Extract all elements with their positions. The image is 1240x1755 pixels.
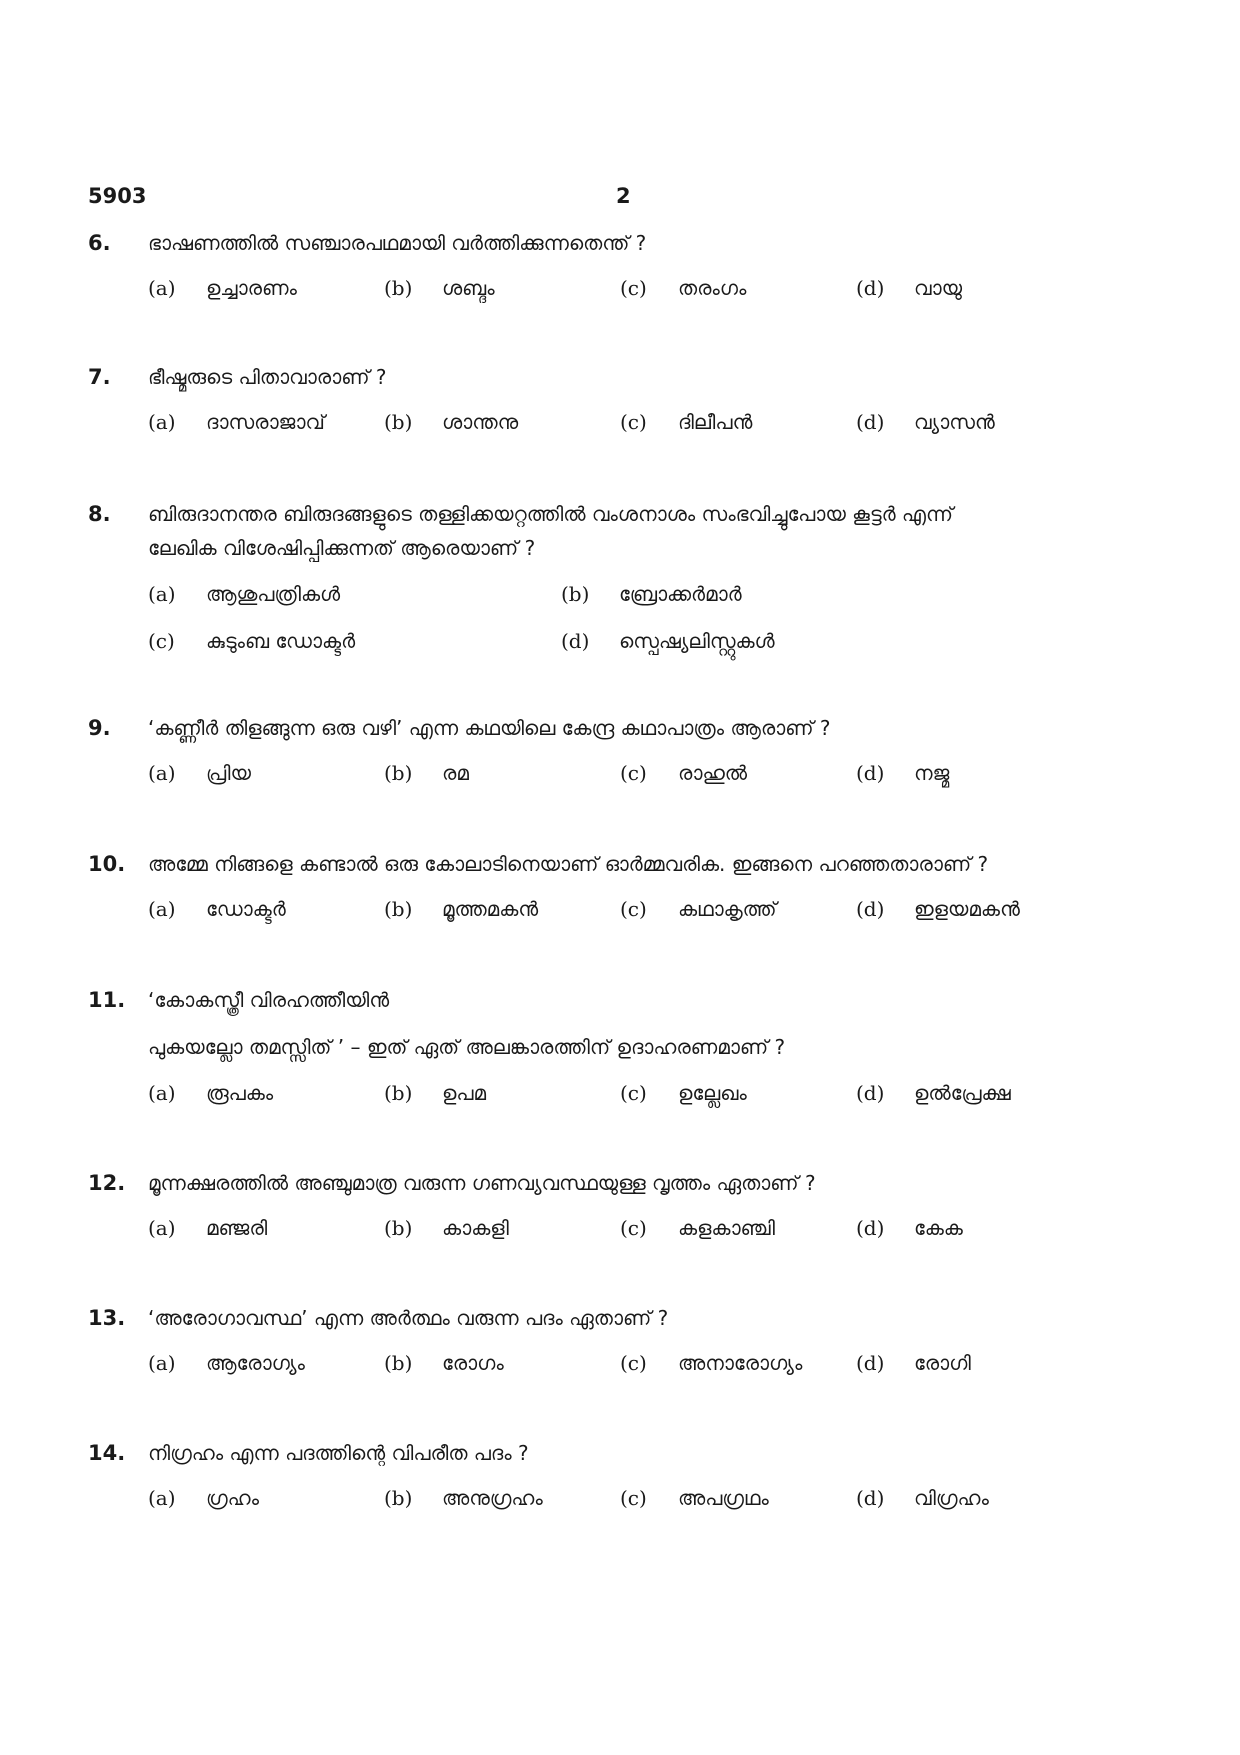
question-number: 6. xyxy=(88,231,111,255)
option-a xyxy=(148,1081,273,1105)
option-label: (c) xyxy=(620,1351,647,1375)
option-a xyxy=(148,1216,267,1240)
option-label: (a) xyxy=(148,1351,176,1375)
option-c xyxy=(620,1081,747,1105)
question-text xyxy=(148,1301,1152,1335)
question-text xyxy=(148,983,1152,1064)
option-label: (b) xyxy=(384,1081,413,1105)
question-line: ‘കോകസ്ത്രീ വിരഹത്തീയിൻ xyxy=(148,988,390,1012)
option-label: (d) xyxy=(856,1351,885,1375)
options-row xyxy=(148,897,1152,931)
option-label: (d) xyxy=(856,761,885,785)
question-text xyxy=(148,1166,1152,1200)
option-d xyxy=(856,761,949,785)
option-label: (a) xyxy=(148,1486,176,1510)
option-text: വ്യാസൻ xyxy=(914,410,995,434)
option-c xyxy=(620,1216,775,1240)
option-c xyxy=(620,276,746,300)
question-number: 8. xyxy=(88,502,111,526)
option-text: ശബ്ദം xyxy=(442,276,495,300)
option-d xyxy=(856,276,962,300)
option-text: ശാന്തനു xyxy=(442,410,519,434)
options-row xyxy=(148,1081,1152,1115)
option-text: രോഗം xyxy=(442,1351,504,1375)
option-b xyxy=(384,1081,486,1105)
option-a xyxy=(148,410,325,434)
option-c xyxy=(620,410,752,434)
option-label: (b) xyxy=(384,1486,413,1510)
option-b xyxy=(384,1351,504,1375)
option-c xyxy=(620,761,747,785)
option-label: (d) xyxy=(856,1081,885,1105)
option-text: സ്പെഷ്യലിസ്റ്റുകൾ xyxy=(619,629,775,653)
options-row xyxy=(148,629,1152,663)
option-text: ഗ്രഹം xyxy=(206,1486,259,1510)
option-a xyxy=(148,897,286,921)
option-c xyxy=(620,1351,802,1375)
question-number: 12. xyxy=(88,1171,126,1195)
option-text: വായു xyxy=(914,276,963,300)
option-label: (c) xyxy=(620,276,647,300)
option-text: ദിലീപൻ xyxy=(678,410,753,434)
question-text xyxy=(148,497,1152,565)
option-d xyxy=(856,897,1020,921)
option-label: (b) xyxy=(384,761,413,785)
option-b xyxy=(384,276,495,300)
option-b xyxy=(384,897,538,921)
question-line: നിഗ്രഹം എന്ന പദത്തിന്റെ വിപരീത പദം ? xyxy=(148,1441,529,1465)
option-label: (b) xyxy=(384,1351,413,1375)
option-c xyxy=(620,897,777,921)
question-line: ലേഖിക വിശേഷിപ്പിക്കുന്നത് ആരെയാണ് ? xyxy=(148,536,536,560)
option-text: രൂപകം xyxy=(206,1081,274,1105)
option-label: (d) xyxy=(856,276,885,300)
question-number: 13. xyxy=(88,1306,126,1330)
option-label: (c) xyxy=(620,1216,647,1240)
option-a xyxy=(148,761,251,785)
option-b xyxy=(384,1216,509,1240)
option-b xyxy=(384,410,518,434)
question-number: 11. xyxy=(88,988,126,1012)
question-number: 7. xyxy=(88,365,111,389)
option-label: (a) xyxy=(148,276,176,300)
option-a xyxy=(148,1351,305,1375)
question-number: 9. xyxy=(88,716,111,740)
options-row xyxy=(148,582,1152,616)
option-label: (d) xyxy=(856,897,885,921)
option-text: രാഹുൽ xyxy=(678,761,748,785)
option-text: കഥാകൃത്ത് xyxy=(678,897,777,921)
question-text xyxy=(148,847,1152,881)
options-row xyxy=(148,276,1152,310)
option-text: ഉല്ലേഖം xyxy=(678,1081,747,1105)
option-text: കളകാഞ്ചി xyxy=(678,1216,775,1240)
question-line: ബിരുദാനന്തര ബിരുദങ്ങളുടെ തള്ളിക്കയറ്റത്തിൽ വംശനാശം സംഭവിച്ചുപോയ കൂട്ടർ എന്ന് xyxy=(148,502,954,526)
option-text: ഇളയമകൻ xyxy=(914,897,1020,921)
option-text: പ്രിയ xyxy=(206,761,251,785)
option-text: ആശുപത്രികൾ xyxy=(206,582,341,606)
option-label: (c) xyxy=(620,410,647,434)
option-text: അനാരോഗ്യം xyxy=(678,1351,803,1375)
option-d xyxy=(856,1216,963,1240)
option-text: അനുഗ്രഹം xyxy=(442,1486,543,1510)
option-label: (a) xyxy=(148,582,176,606)
option-a xyxy=(148,276,297,300)
option-label: (b) xyxy=(384,1216,413,1240)
question-text xyxy=(148,360,1152,394)
option-label: (a) xyxy=(148,897,176,921)
question-line: ‘അരോഗാവസ്ഥ’ എന്ന അർത്ഥം വരുന്ന പദം ഏതാണ് ? xyxy=(148,1306,669,1330)
question-line: മൂന്നക്ഷരത്തിൽ അഞ്ചുമാത്ര വരുന്ന ഗണവ്യവസ്ഥയുള്ള വൃത്തം ഏതാണ് ? xyxy=(148,1171,816,1195)
option-label: (a) xyxy=(148,410,176,434)
option-a xyxy=(148,582,340,606)
option-b xyxy=(384,761,469,785)
option-text: അപഗ്രഥം xyxy=(678,1486,769,1510)
option-text: നജ്മ xyxy=(914,761,950,785)
option-text: ബ്രോക്കർമാർ xyxy=(619,582,742,606)
option-label: (a) xyxy=(148,761,176,785)
option-text: ഉച്ചാരണം xyxy=(206,276,297,300)
option-label: (b) xyxy=(384,897,413,921)
options-row xyxy=(148,410,1152,444)
question-text xyxy=(148,711,1152,745)
question-line: ‘കണ്ണീർ തിളങ്ങുന്ന ഒരു വഴി’ എന്ന കഥയിലെ കേന്ദ്ര കഥാപാത്രം ആരാണ് ? xyxy=(148,716,831,740)
option-d xyxy=(856,1351,971,1375)
option-label: (c) xyxy=(620,761,647,785)
page-number: 2 xyxy=(616,184,631,208)
option-text: കുടുംബ ഡോക്ടർ xyxy=(206,629,356,653)
question-text xyxy=(148,226,1152,260)
option-b xyxy=(561,582,742,606)
options-row xyxy=(148,1486,1152,1520)
question-line: ഭാഷണത്തിൽ സഞ്ചാരപഥമായി വർത്തിക്കുന്നതെന്ത് ? xyxy=(148,231,647,255)
option-b xyxy=(384,1486,543,1510)
option-d xyxy=(856,1081,1011,1105)
option-text: ദാസരാജാവ് xyxy=(206,410,325,434)
option-text: ഉൽപ്രേക്ഷ xyxy=(914,1081,1011,1105)
option-label: (b) xyxy=(384,276,413,300)
option-label: (d) xyxy=(856,410,885,434)
option-label: (d) xyxy=(856,1486,885,1510)
option-label: (b) xyxy=(561,582,590,606)
option-text: രമ xyxy=(442,761,469,785)
option-text: തരംഗം xyxy=(678,276,747,300)
page-header xyxy=(88,184,1152,214)
option-d xyxy=(856,1486,989,1510)
option-label: (c) xyxy=(620,897,647,921)
option-label: (a) xyxy=(148,1216,176,1240)
paper-code: 5903 xyxy=(88,184,147,208)
options-row xyxy=(148,1351,1152,1385)
question-line: ഭീഷ്മരുടെ പിതാവാരാണ് ? xyxy=(148,365,387,389)
option-d xyxy=(856,410,995,434)
option-text: ആരോഗ്യം xyxy=(206,1351,305,1375)
option-label: (b) xyxy=(384,410,413,434)
option-text: കേക xyxy=(914,1216,963,1240)
option-text: ഉപമ xyxy=(442,1081,487,1105)
option-label: (d) xyxy=(856,1216,885,1240)
question-line: അമ്മേ നിങ്ങളെ കണ്ടാൽ ഒരു കോലാടിനെയാണ് ഓർമ്മവരിക. ഇങ്ങനെ പറഞ്ഞതാരാണ് ? xyxy=(148,852,989,876)
options-row xyxy=(148,1216,1152,1250)
option-d xyxy=(561,629,775,653)
option-label: (a) xyxy=(148,1081,176,1105)
options-row xyxy=(148,761,1152,795)
option-text: കാകളി xyxy=(442,1216,509,1240)
option-label: (c) xyxy=(620,1081,647,1105)
option-label: (d) xyxy=(561,629,590,653)
option-label: (c) xyxy=(148,629,175,653)
question-number: 14. xyxy=(88,1441,126,1465)
question-text xyxy=(148,1436,1152,1470)
option-text: മൂത്തമകൻ xyxy=(442,897,539,921)
option-c xyxy=(148,629,355,653)
option-a xyxy=(148,1486,259,1510)
option-text: രോഗി xyxy=(914,1351,971,1375)
option-c xyxy=(620,1486,769,1510)
option-text: ഡോക്ടർ xyxy=(206,897,286,921)
option-text: വിഗ്രഹം xyxy=(914,1486,989,1510)
option-text: മഞ്ജരി xyxy=(206,1216,268,1240)
option-label: (c) xyxy=(620,1486,647,1510)
question-number: 10. xyxy=(88,852,126,876)
question-line: പുകയല്ലോ തമസ്സിത് ’ – ഇത് ഏത് അലങ്കാരത്തിന് ഉദാഹരണമാണ് ? xyxy=(148,1035,786,1059)
